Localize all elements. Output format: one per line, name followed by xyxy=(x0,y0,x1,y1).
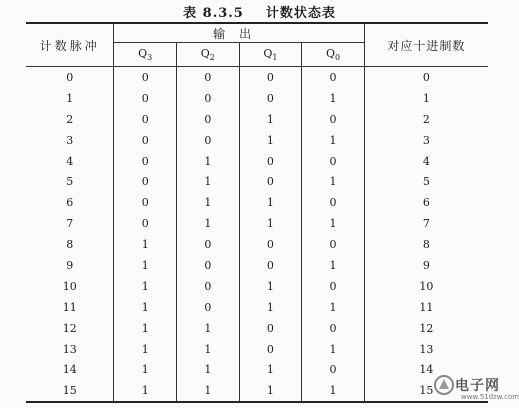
table-row xyxy=(26,192,488,213)
decimal-cell: 2 xyxy=(364,109,488,130)
q2-cell: 1 xyxy=(177,380,240,402)
q1-cell: 0 xyxy=(239,255,302,276)
q0-cell: 0 xyxy=(302,276,365,297)
count-pulse-cell: 10 xyxy=(26,276,114,297)
count-pulse-cell: 11 xyxy=(26,297,114,318)
table-row xyxy=(26,213,488,234)
q1-cell: 0 xyxy=(239,151,302,172)
decimal-cell: 0 xyxy=(364,67,488,88)
q0-cell: 1 xyxy=(302,88,365,109)
decimal-cell: 10 xyxy=(364,276,488,297)
q2-cell: 1 xyxy=(177,213,240,234)
count-pulse-cell: 1 xyxy=(26,88,114,109)
q2-cell: 0 xyxy=(177,255,240,276)
q1-cell: 1 xyxy=(239,130,302,151)
decimal-cell: 12 xyxy=(364,318,488,339)
table-row xyxy=(26,255,488,276)
table-row xyxy=(26,359,488,380)
count-pulse-cell: 3 xyxy=(26,130,114,151)
watermark-url: www.51dzw.com xyxy=(461,393,519,401)
q0-cell: 0 xyxy=(302,318,365,339)
watermark-title: 电子网 xyxy=(455,378,500,394)
table-row xyxy=(26,339,488,360)
table-row xyxy=(26,151,488,172)
table-row xyxy=(26,276,488,297)
q0-cell: 0 xyxy=(302,109,365,130)
table-row xyxy=(26,297,488,318)
q3-cell: 0 xyxy=(141,196,149,210)
table-row xyxy=(26,88,488,109)
decimal-cell: 9 xyxy=(364,255,488,276)
q1-cell: 1 xyxy=(239,213,302,234)
q0-cell: 1 xyxy=(302,171,365,192)
q1-cell: 1 xyxy=(239,359,302,380)
output-header: 输出 xyxy=(114,23,364,43)
q1-cell: 0 xyxy=(239,67,302,88)
q2-cell: 1 xyxy=(177,151,240,172)
count-pulse-cell: 7 xyxy=(26,213,114,234)
decimal-cell: 5 xyxy=(364,171,488,192)
decimal-cell: 7 xyxy=(364,213,488,234)
count-pulse-cell: 2 xyxy=(26,109,114,130)
q3-cell: 0 xyxy=(141,70,149,84)
decimal-cell: 11 xyxy=(364,297,488,318)
count-pulse-cell: 12 xyxy=(26,318,114,339)
decimal-cell: 6 xyxy=(364,192,488,213)
q2-cell: 0 xyxy=(177,130,240,151)
count-pulse-cell: 5 xyxy=(26,171,114,192)
q0-cell: 0 xyxy=(302,192,365,213)
q3-cell: 1 xyxy=(141,342,149,356)
table-row xyxy=(26,171,488,192)
q2-cell: 0 xyxy=(177,297,240,318)
q3-cell: 0 xyxy=(141,91,149,105)
decimal-cell: 13 xyxy=(364,339,488,360)
table-row xyxy=(26,318,488,339)
q0-header: $Q_0$ xyxy=(302,43,365,67)
q1-cell: 1 xyxy=(239,380,302,402)
decimal-cell: 4 xyxy=(364,151,488,172)
count-pulse-cell: 15 xyxy=(26,380,114,402)
count-pulse-cell: 4 xyxy=(26,151,114,172)
q3-cell: 1 xyxy=(141,258,149,272)
count-pulse-cell: 9 xyxy=(26,255,114,276)
q3-cell: 1 xyxy=(141,279,149,293)
q3-cell: 0 xyxy=(141,175,149,189)
decimal-cell: 1 xyxy=(364,88,488,109)
q0-cell: 0 xyxy=(302,151,365,172)
table-row xyxy=(26,380,488,402)
decimal-header: 对应十进制数 xyxy=(364,23,488,67)
site-watermark xyxy=(433,372,519,404)
q2-cell: 1 xyxy=(177,359,240,380)
table-row xyxy=(26,109,488,130)
count-pulse-cell: 0 xyxy=(26,67,114,88)
count-pulse-cell: 13 xyxy=(26,339,114,360)
q0-cell: 1 xyxy=(302,130,365,151)
table-title: 计数状态表 xyxy=(265,6,336,21)
q2-cell: 0 xyxy=(177,234,240,255)
watermark-logo-icon xyxy=(433,374,455,396)
q2-cell: 0 xyxy=(177,88,240,109)
table-caption xyxy=(0,2,519,21)
q3-cell: 1 xyxy=(141,321,149,335)
counter-state-table xyxy=(26,22,488,403)
q2-cell: 1 xyxy=(177,171,240,192)
q3-cell: 0 xyxy=(141,154,149,168)
q1-cell: 0 xyxy=(239,234,302,255)
q2-cell: 0 xyxy=(177,109,240,130)
q1-cell: 0 xyxy=(239,88,302,109)
q1-cell: 0 xyxy=(239,318,302,339)
q3-cell: 1 xyxy=(114,380,177,402)
table-number: 表 8.3.5 xyxy=(183,6,244,21)
q3-cell: 1 xyxy=(141,300,149,314)
q0-cell: 1 xyxy=(302,297,365,318)
table-row xyxy=(26,234,488,255)
q3-cell: 0 xyxy=(141,112,149,126)
q1-cell: 1 xyxy=(239,276,302,297)
q3-cell: 0 xyxy=(141,217,149,231)
table-row xyxy=(26,130,488,151)
q2-cell: 0 xyxy=(177,67,240,88)
q1-cell: 1 xyxy=(239,297,302,318)
decimal-cell: 14 xyxy=(364,359,488,380)
count-pulse-header: 计数脉冲 xyxy=(26,23,114,67)
q1-cell: 1 xyxy=(239,192,302,213)
q2-cell: 1 xyxy=(177,192,240,213)
count-pulse-cell: 8 xyxy=(26,234,114,255)
count-pulse-cell: 14 xyxy=(26,359,114,380)
table-row xyxy=(26,67,488,88)
q1-cell: 1 xyxy=(239,109,302,130)
q3-header: $Q_3$ xyxy=(114,43,177,67)
q3-cell: 1 xyxy=(141,363,149,377)
q2-cell: 0 xyxy=(177,276,240,297)
q2-header: $Q_2$ xyxy=(177,43,240,67)
q3-cell: 0 xyxy=(141,133,149,147)
q0-cell: 0 xyxy=(302,359,365,380)
q0-cell: 0 xyxy=(302,67,365,88)
count-pulse-cell: 6 xyxy=(26,192,114,213)
q1-cell: 0 xyxy=(239,171,302,192)
q0-cell: 0 xyxy=(302,234,365,255)
q0-cell: 1 xyxy=(302,255,365,276)
q2-cell: 1 xyxy=(177,318,240,339)
q0-cell: 1 xyxy=(302,380,365,402)
q3-cell: 1 xyxy=(141,238,149,252)
q0-cell: 1 xyxy=(302,213,365,234)
table-body xyxy=(26,67,488,403)
decimal-cell: 3 xyxy=(364,130,488,151)
decimal-cell: 8 xyxy=(364,234,488,255)
q1-header: $Q_1$ xyxy=(239,43,302,67)
q0-cell: 1 xyxy=(302,339,365,360)
q2-cell: 1 xyxy=(177,339,240,360)
decimal-cell: 15 xyxy=(364,380,488,402)
q1-cell: 0 xyxy=(239,339,302,360)
